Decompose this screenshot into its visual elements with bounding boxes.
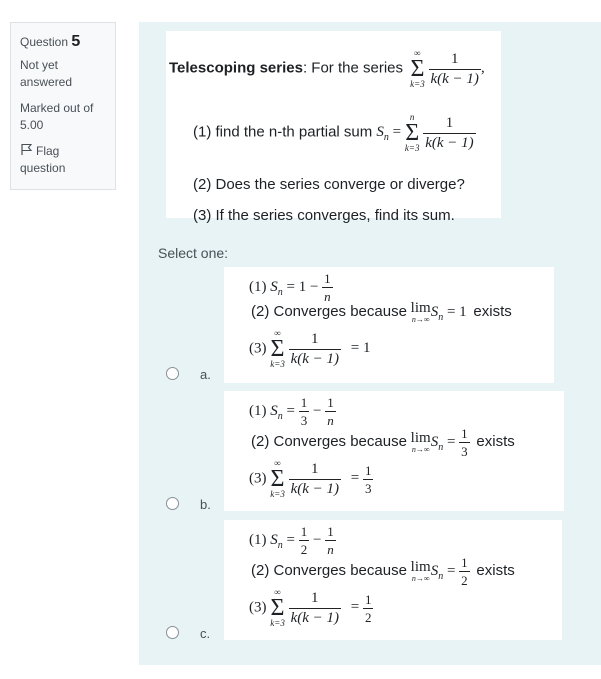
option-line-1 (249, 272, 333, 303)
sn-subscript: n (383, 132, 389, 144)
numerator: 1 (300, 524, 308, 539)
series-term (429, 52, 481, 87)
equals: = (392, 124, 402, 141)
denominator: n (324, 289, 331, 304)
sn-subscript: n (277, 286, 283, 298)
line-prefix: (3) (249, 599, 267, 616)
denominator: k(k − 1) (290, 350, 340, 367)
fraction (459, 556, 470, 587)
numerator: 1 (461, 555, 468, 570)
numerator: 1 (327, 395, 334, 410)
numerator: 1 (364, 462, 372, 478)
equals: = (286, 531, 295, 548)
exists-text: exists (476, 432, 515, 450)
radio-option-a[interactable] (166, 367, 179, 380)
radio-option-c[interactable] (166, 626, 179, 639)
lim-subscript: n→∞ (411, 315, 430, 324)
fraction (299, 525, 310, 556)
exists-text: exists (476, 561, 515, 579)
numerator: 1 (300, 395, 308, 410)
sigma-upper: ∞ (274, 587, 281, 597)
equals: = (350, 599, 360, 616)
fraction (363, 464, 374, 495)
question-part-3: (3) If the series converges, find its sum. (193, 207, 455, 224)
option-letter: c. (200, 626, 211, 641)
numerator: 1 (364, 591, 372, 607)
numerator: 1 (311, 589, 319, 606)
term-denominator: k(k − 1) (425, 134, 474, 151)
sn-symbol: S (270, 531, 278, 548)
equals-expr: = 1 (446, 303, 467, 320)
sigma-lower: k=3 (270, 359, 285, 369)
lim-subscript: n→∞ (411, 445, 430, 454)
series-expression (410, 48, 485, 89)
denominator: 3 (364, 480, 372, 496)
line-prefix: (3) (249, 470, 267, 487)
sigma-lower: k=3 (404, 143, 420, 153)
question-state: Not yet answered (20, 58, 73, 89)
option-line-3 (249, 459, 373, 499)
equals: = (446, 562, 456, 579)
term-numerator: 1 (445, 114, 454, 131)
sn-symbol: S (376, 124, 384, 141)
denominator: 3 (461, 444, 468, 459)
equals-expr: = 1 (350, 340, 371, 357)
question-title (169, 49, 485, 89)
denominator: 3 (300, 413, 308, 428)
limit (411, 301, 431, 324)
line-prefix: (1) (249, 402, 267, 419)
limit (411, 431, 431, 454)
question-number-value: 5 (71, 33, 81, 50)
numerator: 1 (461, 426, 468, 441)
option-line-3 (249, 329, 370, 369)
sigma-lower: k=3 (270, 618, 285, 628)
line-prefix: (1) (249, 278, 267, 295)
option-line-2 (251, 427, 515, 458)
sigma-lower: k=3 (410, 79, 425, 89)
sigma-upper: ∞ (274, 328, 281, 338)
flag-question-link[interactable] (20, 143, 106, 177)
lim-subscript: n→∞ (411, 574, 430, 583)
line-prefix: (1) (249, 531, 267, 548)
option-card (224, 520, 562, 640)
sn-subscript: n (438, 570, 444, 582)
title-rest: : For the series (302, 59, 403, 77)
sigma-upper: n (409, 112, 415, 122)
sn-symbol: S (430, 562, 439, 579)
question-grade: Marked out of 5.00 (20, 101, 94, 132)
fraction (325, 525, 336, 556)
option-line-2 (251, 301, 512, 324)
denominator: n (327, 542, 334, 557)
sn-symbol: S (270, 402, 278, 419)
denominator: k(k − 1) (290, 480, 340, 497)
fraction (289, 332, 341, 367)
sigma-lower: k=3 (270, 489, 285, 499)
select-one-prompt: Select one: (158, 245, 229, 261)
option-line-1 (249, 396, 336, 427)
term-denominator: k(k − 1) (430, 70, 479, 87)
fraction (459, 427, 470, 458)
lim-label: lim (410, 559, 431, 575)
sn-symbol: S (430, 433, 439, 450)
comma: , (480, 60, 485, 77)
equals: = (446, 433, 456, 450)
sn-subscript: n (438, 441, 444, 453)
equals: = (286, 402, 295, 419)
lim-label: lim (410, 430, 431, 446)
sigma-symbol: ∞ Σ k=3 (270, 458, 285, 499)
fraction (322, 272, 333, 303)
exists-text: exists (473, 302, 512, 320)
fraction (289, 462, 341, 497)
option-card (224, 267, 554, 383)
denominator: n (327, 413, 334, 428)
title-bold: Telescoping series (169, 59, 303, 77)
denominator: 2 (364, 609, 372, 625)
line-text: (2) Converges because (251, 302, 407, 320)
equals: = (350, 470, 360, 487)
flag-label: Flag question (20, 144, 66, 175)
fraction (363, 593, 374, 624)
lim-label: lim (410, 300, 431, 316)
part1-expression (376, 112, 475, 153)
numerator: 1 (327, 524, 334, 539)
option-letter: b. (200, 497, 211, 512)
question-info-panel (10, 22, 116, 190)
limit (411, 560, 431, 583)
minus: − (312, 531, 322, 548)
part1-term (423, 116, 475, 151)
line-text: (2) Converges because (251, 432, 407, 450)
question-text (166, 31, 501, 224)
numerator: 1 (311, 330, 319, 347)
question-number (20, 33, 106, 51)
radio-option-b[interactable] (166, 497, 179, 510)
sigma-symbol: ∞ Σ k=3 (270, 587, 285, 628)
denominator: 2 (461, 573, 468, 588)
sigma-symbol: n Σ k=3 (404, 112, 420, 153)
fraction (325, 396, 336, 427)
sigma-upper: ∞ (274, 458, 281, 468)
option-card (224, 391, 564, 511)
sigma-symbol: ∞ Σ k=3 (270, 328, 285, 369)
sn-subscript: n (277, 410, 283, 422)
question-label: Question (20, 35, 69, 49)
option-line-1 (249, 525, 336, 556)
numerator: 1 (311, 460, 319, 477)
fraction (289, 591, 341, 626)
sigma-upper: ∞ (414, 48, 421, 58)
sigma-symbol: ∞ Σ k=3 (410, 48, 425, 89)
question-content (139, 22, 601, 665)
minus: − (312, 402, 322, 419)
option-line-3 (249, 588, 373, 628)
denominator: k(k − 1) (290, 609, 340, 626)
question-part-1 (193, 113, 476, 153)
equals-expr: = 1 − (286, 278, 319, 295)
term-numerator: 1 (450, 50, 459, 67)
part1-text: (1) find the n-th partial sum (193, 123, 373, 141)
sn-subscript: n (438, 311, 444, 323)
fraction (299, 396, 310, 427)
line-prefix: (3) (249, 340, 267, 357)
option-letter: a. (200, 367, 211, 382)
line-text: (2) Converges because (251, 561, 407, 579)
sn-symbol: S (270, 278, 278, 295)
sn-symbol: S (430, 303, 439, 320)
flag-icon (20, 143, 33, 156)
question-part-2: (2) Does the series converge or diverge? (193, 176, 465, 193)
option-line-2 (251, 556, 515, 587)
numerator: 1 (324, 271, 331, 286)
sn-subscript: n (277, 539, 283, 551)
denominator: 2 (300, 542, 308, 557)
